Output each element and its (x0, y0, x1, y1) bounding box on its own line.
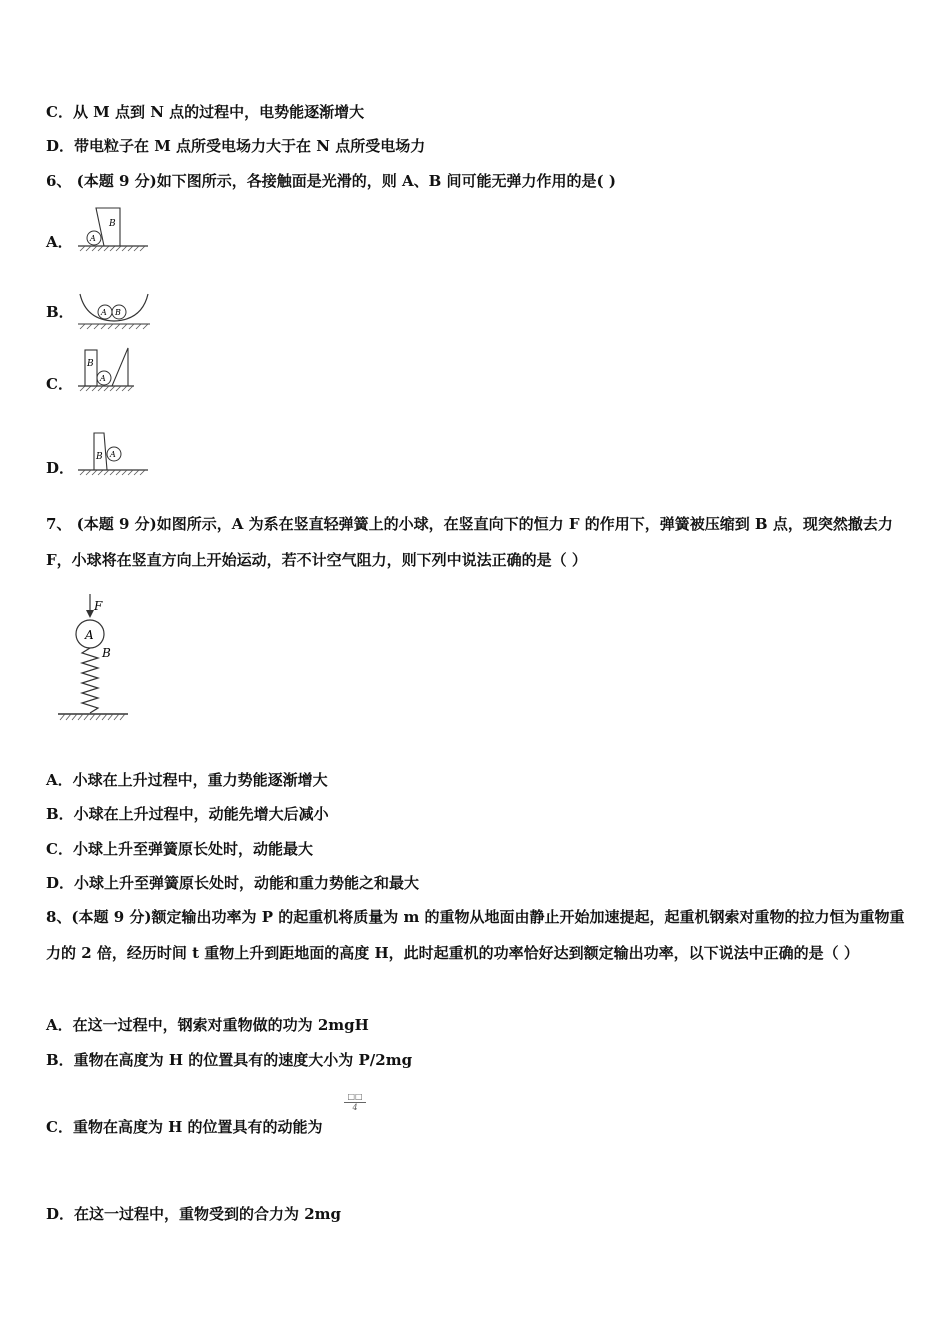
q8-option-b: B．重物在高度为 H 的位置具有的速度大小为 P/2mg (46, 1051, 413, 1069)
q7-spring-figure (56, 594, 132, 728)
q7-option-c: C．小球上升至弹簧原长处时，动能最大 (46, 840, 313, 858)
q6-option-a-label: A． (46, 233, 73, 251)
q5-option-d: D．带电粒子在 M 点所受电场力大于在 N 点所受电场力 (46, 137, 426, 155)
fraction-denominator: 4 (352, 1103, 358, 1112)
q8-stem: 8、(本题 9 分)额定输出功率为 P 的起重机将质量为 m 的重物从地面由静止开始加速提起，起重机钢索对重物的拉力恒为重物重力的 2 倍，经历时间 t 重物上升到距地面的高度 H，此时起重机的功率恰好达到额定输出功率，以下说法中正确的是（ ） (46, 908, 905, 962)
ball-a-letter: A (101, 308, 107, 317)
q7-option-a: A．小球在上升过程中，重力势能逐渐增大 (46, 771, 328, 789)
q6-figure-c (76, 344, 136, 398)
q6-option-b-label: B． (46, 303, 74, 321)
q6-figure-a (76, 204, 152, 258)
ball-a-letter: A (90, 234, 96, 243)
point-b-letter: B (102, 646, 111, 660)
block-b-letter: B (109, 219, 116, 229)
ball-a-letter: A (100, 374, 106, 383)
q8-option-d: D．在这一过程中，重物受到的合力为 2mg (46, 1205, 342, 1223)
q6-stem: 6、 (本题 9 分)如下图所示，各接触面是光滑的，则 A、B 间可能无弹力作用的是( ) (46, 172, 616, 190)
ball-a-letter: A (85, 628, 94, 642)
q7-option-b: B．小球在上升过程中，动能先增大后减小 (46, 805, 329, 823)
q5-option-c: C．从 M 点到 N 点的过程中，电势能逐渐增大 (46, 103, 365, 121)
q7-option-d: D．小球上升至弹簧原长处时，动能和重力势能之和最大 (46, 874, 420, 892)
q8-option-a: A．在这一过程中，钢索对重物做的功为 2mgH (46, 1016, 369, 1034)
q7-stem: 7、 (本题 9 分)如图所示，A 为系在竖直轻弹簧上的小球，在竖直向下的恒力 F 的作用下，弹簧被压缩到 B 点，现突然撤去力 F，小球将在竖直方向上开始运动，若不计空气阻力，则下列中说法正确的是（ ） (46, 515, 893, 569)
q8-option-c-fraction (344, 1092, 366, 1113)
force-f-letter: F (94, 599, 103, 613)
fraction-numerator: □□ (344, 1092, 366, 1103)
q6-option-d-label: D． (46, 459, 75, 477)
block-b-letter: B (96, 452, 103, 462)
ball-a-letter: A (110, 450, 116, 459)
block-b-letter: B (87, 359, 94, 369)
ball-b-letter: B (115, 308, 121, 317)
q8-option-c: C．重物在高度为 H 的位置具有的动能为 (46, 1118, 323, 1136)
q6-option-c-label: C． (46, 375, 73, 393)
q6-figure-d (76, 430, 152, 482)
q6-figure-b (76, 290, 152, 334)
